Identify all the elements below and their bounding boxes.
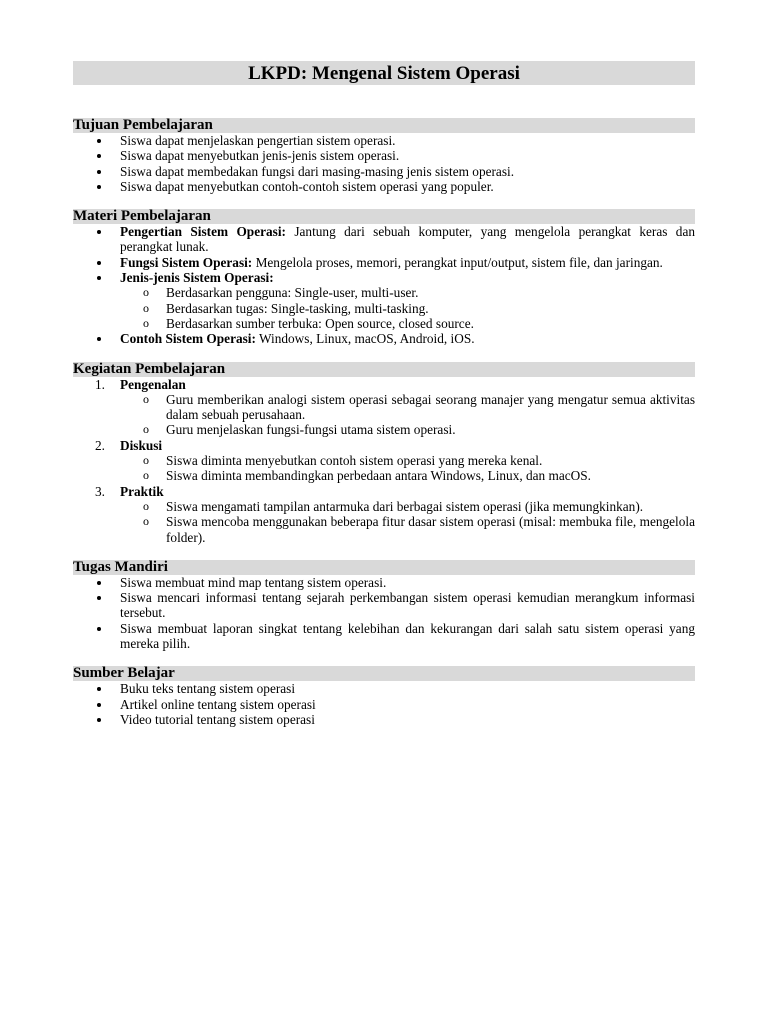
sub-list-item: o Siswa mencoba menggunakan beberapa fitur dasar sistem operasi (misal: membuka file, mengelola folder). [143, 514, 695, 545]
circle-bullet-icon: o [143, 514, 149, 529]
list-item: Jenis-jenis Sistem Operasi: [73, 270, 695, 285]
bullet-icon [97, 718, 101, 722]
circle-bullet-icon: o [143, 468, 149, 483]
list-item: Siswa dapat menyebutkan contoh-contoh sistem operasi yang populer. [73, 179, 695, 194]
sub-list-item: o Guru memberikan analogi sistem operasi sebagai seorang manajer yang mengatur semua aktivitas dalam sebuah perusahaan. [143, 391, 695, 423]
list-item: Artikel online tentang sistem operasi [73, 697, 695, 712]
section-kegiatan [73, 362, 695, 545]
list-item: 1. Pengenalan [95, 376, 186, 392]
bullet-icon [97, 703, 101, 707]
list-item: 3. Praktik [95, 483, 164, 499]
list-item: Siswa dapat menyebutkan jenis-jenis sistem operasi. [73, 148, 695, 163]
list-item: 2. Diskusi [95, 437, 163, 453]
circle-bullet-icon: o [143, 422, 149, 437]
bullet-icon [97, 261, 101, 265]
numbered-list [73, 377, 695, 545]
step-number: 2. [95, 437, 105, 453]
circle-bullet-icon: o [143, 300, 149, 315]
circle-bullet-icon: o [143, 285, 149, 300]
bullet-icon [97, 627, 101, 631]
list-item: Fungsi Sistem Operasi: Mengelola proses, memori, perangkat input/output, sistem file, dan jaringan. [73, 255, 695, 270]
bullet-icon [97, 185, 101, 189]
list-item: Siswa dapat menjelaskan pengertian sistem operasi. [73, 133, 695, 148]
bullet-icon [97, 596, 101, 600]
section-tugas [73, 560, 695, 651]
sub-list-item: o Siswa mengamati tampilan antarmuka dari berbagai sistem operasi (jika memungkinkan). [143, 498, 644, 514]
bullet-list [73, 681, 695, 727]
list-item: Siswa membuat mind map tentang sistem operasi. [73, 575, 695, 590]
bullet-icon [97, 337, 101, 341]
sub-list-item: o Siswa diminta membandingkan perbedaan antara Windows, Linux, dan macOS. [143, 468, 591, 484]
circle-bullet-icon: o [143, 453, 149, 468]
document-page [73, 61, 695, 727]
bullet-list [73, 133, 695, 194]
list-item: Buku teks tentang sistem operasi [73, 681, 695, 696]
bullet-icon [97, 687, 101, 691]
circle-bullet-icon: o [143, 315, 149, 330]
step-number: 1. [95, 376, 105, 392]
sub-list-item: o Berdasarkan sumber terbuka: Open source, closed source. [143, 315, 474, 331]
sub-list-item: o Berdasarkan tugas: Single-tasking, multi-tasking. [143, 300, 429, 316]
bullet-icon [97, 276, 101, 280]
bullet-icon [97, 139, 101, 143]
sub-list-item: o Guru menjelaskan fungsi-fungsi utama sistem operasi. [143, 422, 456, 438]
bullet-list [73, 224, 695, 346]
sub-list-item: o Berdasarkan pengguna: Single-user, multi-user. [143, 285, 419, 301]
list-item: Siswa dapat membedakan fungsi dari masing-masing jenis sistem operasi. [73, 164, 695, 179]
section-heading: Sumber Belajar [73, 666, 695, 681]
section-heading: Tujuan Pembelajaran [73, 118, 695, 133]
list-item: Siswa mencari informasi tentang sejarah perkembangan sistem operasi kemudian merangkum informasi tersebut. [73, 590, 695, 621]
bullet-icon [97, 581, 101, 585]
circle-bullet-icon: o [143, 498, 149, 513]
section-heading: Tugas Mandiri [73, 560, 695, 575]
bullet-icon [97, 154, 101, 158]
list-item: Siswa membuat laporan singkat tentang kelebihan dan kekurangan dari salah satu sistem operasi yang mereka pilih. [73, 621, 695, 652]
document-title: LKPD: Mengenal Sistem Operasi [73, 61, 695, 85]
bullet-icon [97, 170, 101, 174]
list-item: Video tutorial tentang sistem operasi [73, 712, 695, 727]
bullet-icon [97, 230, 101, 234]
section-materi [73, 209, 695, 346]
bullet-list [73, 575, 695, 651]
list-item: Pengertian Sistem Operasi: Jantung dari sebuah komputer, yang mengelola perangkat keras dan perangkat lunak. [73, 224, 695, 255]
sub-list-item: o Siswa diminta menyebutkan contoh sistem operasi yang mereka kenal. [143, 453, 543, 469]
section-tujuan [73, 118, 695, 194]
list-item: Contoh Sistem Operasi: Windows, Linux, macOS, Android, iOS. [73, 331, 695, 346]
step-number: 3. [95, 483, 105, 499]
section-heading: Materi Pembelajaran [73, 209, 695, 224]
section-sumber [73, 666, 695, 727]
circle-bullet-icon: o [143, 391, 149, 406]
section-heading: Kegiatan Pembelajaran [73, 362, 695, 377]
